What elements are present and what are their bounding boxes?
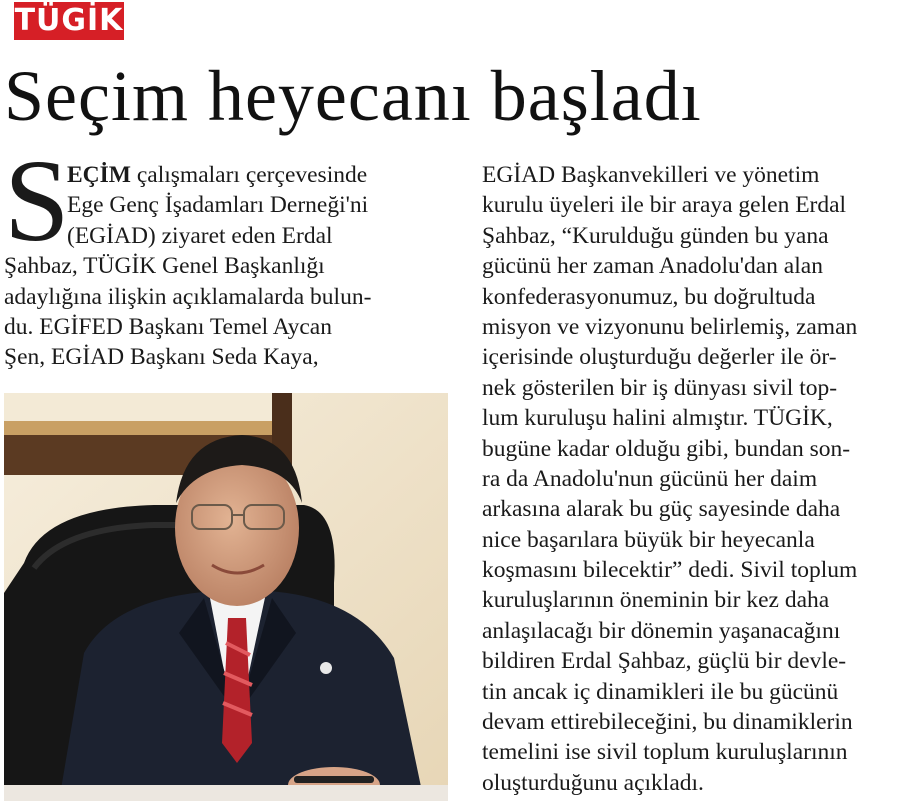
drop-cap: S [4, 135, 70, 266]
lead-word: EÇİM [67, 162, 131, 188]
text-line: temelini ise sivil toplum kuruluşlarının [482, 739, 848, 766]
text-line: koşmasını bilecektir” dedi. Sivil toplum [482, 557, 858, 584]
portrait-photo [4, 393, 448, 801]
text-line: arkasına alarak bu güç sayesinde daha [482, 496, 841, 523]
text-line: konfederasyonumuz, bu doğrultuda [482, 283, 816, 310]
text-line: gücünü her zaman Anadolu'dan alan [482, 253, 823, 280]
text-line: içerisinde oluşturduğu değerler ile ör- [482, 344, 837, 371]
text-line: EGİAD Başkanvekilleri ve yönetim [482, 162, 820, 188]
publication-tag: TÜGİK [14, 3, 124, 38]
right-column [482, 160, 918, 798]
text-line: tin ancak iç dinamikleri ile bu gücünü [482, 678, 839, 705]
text-line: devam ettirebileceğini, bu dinamiklerin [482, 709, 853, 736]
text-line: ra da Anadolu'nun gücünü her daim [482, 465, 818, 492]
text-line: nek gösterilen bir iş dünyası sivil top- [482, 374, 838, 401]
text-line: bugüne kadar olduğu gibi, bundan son- [482, 435, 851, 462]
text-line: bildiren Erdal Şahbaz, güçlü bir devle- [482, 648, 847, 675]
text-line: Şen, EGİAD Başkanı Seda Kaya, [4, 344, 319, 371]
text-line: misyon ve vizyonunu belirlemiş, zaman [482, 313, 858, 340]
left-column [4, 160, 449, 373]
text-line: anlaşılacağı bir dönemin yaşanacağını [482, 617, 841, 644]
text-line: du. EGİFED Başkanı Temel Aycan [4, 313, 332, 340]
text-line: Ege Genç İşadamları Derneği'ni [67, 192, 369, 219]
text-line: kuruluşlarının öneminin bir kez daha [482, 587, 830, 614]
text-line: nice başarılara büyük bir heyecanla [482, 526, 815, 553]
text-line: Şahbaz, TÜGİK Genel Başkanlığı [4, 253, 325, 280]
text-line: adaylığına ilişkin açıklamalarda bulun- [4, 283, 372, 310]
text-line: oluşturduğunu açıkladı. [482, 769, 704, 796]
text-line: Şahbaz, “Kurulduğu günden bu yana [482, 222, 829, 249]
text-line: lum kuruluşu halini almıştır. TÜGİK, [482, 405, 833, 432]
headline: Seçim heyecanı başladı [4, 56, 702, 136]
text-line: kurulu üyeleri ile bir araya gelen Erdal [482, 192, 847, 219]
text-line: (EGİAD) ziyaret eden Erdal [67, 222, 333, 249]
text-line: EÇİM çalışmaları çerçevesinde [67, 162, 368, 188]
